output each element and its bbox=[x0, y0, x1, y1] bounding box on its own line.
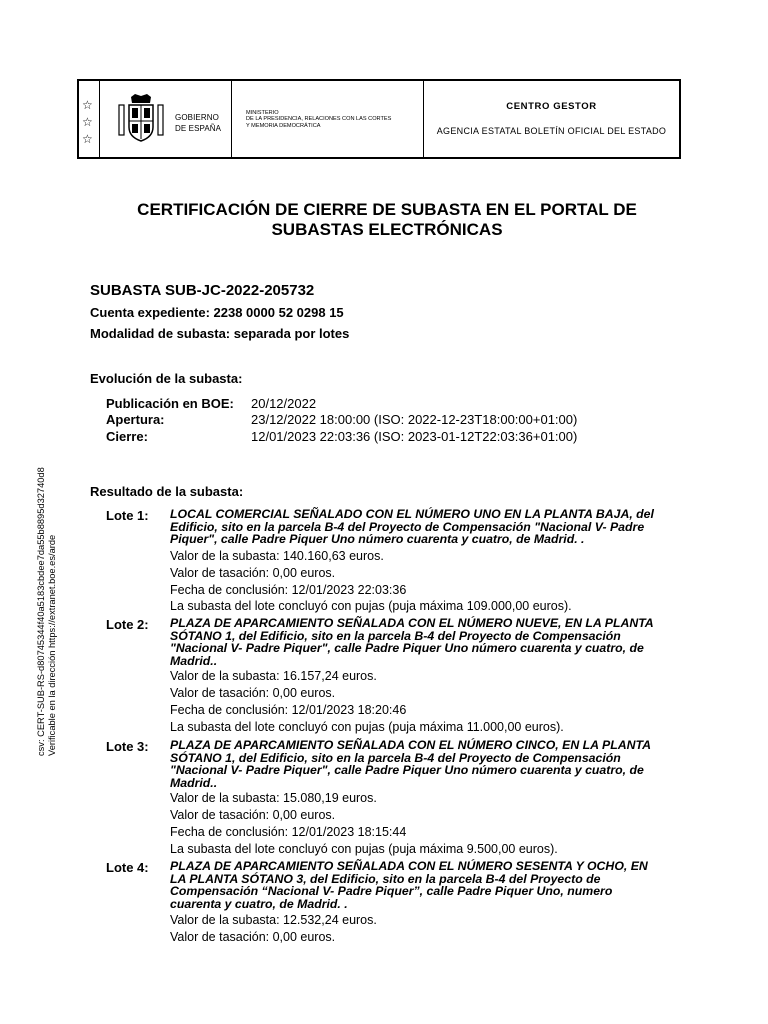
star-icon: ☆ bbox=[82, 98, 93, 112]
evolucion-value: 23/12/2022 18:00:00 (ISO: 2022-12-23T18:00:00+01:00) bbox=[251, 412, 578, 427]
desc-line: Piquer", calle Padre Piquer Uno número cuarenta y cuatro, de Madrid. . bbox=[170, 532, 585, 546]
side-verification-text bbox=[36, 446, 58, 756]
desc-line: Edificio, sito en la parcela B-4 del Proyecto de Compensación "Nacional V- Padre bbox=[170, 519, 645, 534]
cuenta-expediente: Cuenta expediente: 2238 0000 52 0298 15 bbox=[90, 305, 344, 320]
desc-line: LA PLANTA SÓTANO 3, del Edificio, sito en la parcela B-4 del Proyecto de bbox=[170, 871, 601, 886]
desc-line: LOCAL COMERCIAL SEÑALADO CON EL NÚMERO UNO EN LA PLANTA BAJA, del bbox=[170, 507, 654, 521]
lote-valor: Valor de la subasta: 12.532,24 euros. bbox=[170, 913, 377, 927]
lote-tasacion: Valor de tasación: 0,00 euros. bbox=[170, 930, 336, 944]
title-line: SUBASTAS ELECTRÓNICAS bbox=[271, 220, 503, 239]
centro-gestor-title: CENTRO GESTOR bbox=[506, 101, 597, 112]
lote-description bbox=[170, 860, 690, 910]
lote-label: Lote 2: bbox=[106, 617, 149, 632]
evolucion-label: Apertura: bbox=[106, 412, 165, 427]
ministerio-line: DE LA PRESIDENCIA, RELACIONES CON LAS CORTES bbox=[246, 116, 392, 123]
lote-description bbox=[170, 617, 690, 667]
lote-fecha: Fecha de conclusión: 12/01/2023 22:03:36 bbox=[170, 583, 407, 597]
lote-fecha: Fecha de conclusión: 12/01/2023 18:15:44 bbox=[170, 825, 407, 839]
lote-description bbox=[170, 739, 690, 789]
centro-gestor-cell bbox=[424, 81, 679, 157]
ministerio-line: MINISTERIO bbox=[246, 110, 279, 116]
ministerio-line: Y MEMORIA DEMOCRÁTICA bbox=[246, 122, 321, 129]
lote-tasacion: Valor de tasación: 0,00 euros. bbox=[170, 566, 336, 580]
gobierno-line: GOBIERNO bbox=[175, 113, 219, 122]
lote-label: Lote 1: bbox=[106, 508, 149, 523]
lote-tasacion: Valor de tasación: 0,00 euros. bbox=[170, 686, 336, 700]
subasta-id: SUBASTA SUB-JC-2022-205732 bbox=[90, 282, 315, 299]
evolucion-heading: Evolución de la subasta: bbox=[90, 371, 243, 386]
gobierno-text bbox=[175, 112, 221, 134]
lote-label: Lote 4: bbox=[106, 860, 149, 875]
lote-pujas: La subasta del lote concluyó con pujas (puja máxima 9.500,00 euros). bbox=[170, 842, 558, 856]
lote-tasacion: Valor de tasación: 0,00 euros. bbox=[170, 808, 336, 822]
star-icon: ☆ bbox=[82, 132, 93, 146]
lote-label: Lote 3: bbox=[106, 739, 149, 754]
desc-line: "Nacional V- Padre Piquer", calle Padre Piquer Uno número cuarenta y cuatro, de bbox=[170, 763, 644, 777]
coat-of-arms-icon bbox=[117, 93, 165, 143]
lote-pujas: La subasta del lote concluyó con pujas (puja máxima 109.000,00 euros). bbox=[170, 599, 572, 613]
csv-code: csv: CERT-SUB-RS-d80745344f40a5183cbdee7da55b8895d32740d8 bbox=[36, 467, 46, 756]
stars-column bbox=[79, 81, 100, 157]
lote-description bbox=[170, 508, 690, 546]
evolucion-value: 20/12/2022 bbox=[251, 396, 317, 411]
desc-line: PLAZA DE APARCAMIENTO SEÑALADA CON EL NÚMERO SESENTA Y OCHO, EN bbox=[170, 859, 648, 873]
evolucion-label: Cierre: bbox=[106, 429, 148, 444]
title-line: CERTIFICACIÓN DE CIERRE DE SUBASTA EN EL PORTAL DE bbox=[137, 200, 637, 219]
lote-valor: Valor de la subasta: 16.157,24 euros. bbox=[170, 669, 377, 683]
lote-valor: Valor de la subasta: 15.080,19 euros. bbox=[170, 791, 377, 805]
desc-line: Madrid.. bbox=[170, 653, 218, 668]
ministerio-cell bbox=[232, 81, 424, 157]
header-box bbox=[77, 79, 681, 159]
desc-line: SÓTANO 1, del Edificio, sito en la parcela B-4 del Proyecto de Compensación bbox=[170, 628, 621, 643]
desc-line: SÓTANO 1, del Edificio, sito en la parcela B-4 del Proyecto de Compensación bbox=[170, 750, 621, 765]
verification-url: Verificable en la dirección https://extranet.boe.es/arde bbox=[47, 534, 57, 756]
agencia-name: AGENCIA ESTATAL BOLETÍN OFICIAL DEL ESTADO bbox=[436, 126, 667, 136]
evolucion-label: Publicación en BOE: bbox=[106, 396, 234, 411]
ministerio-text bbox=[246, 110, 391, 129]
star-icon: ☆ bbox=[82, 115, 93, 129]
desc-line: cuarenta y cuatro, de Madrid. . bbox=[170, 896, 348, 911]
modalidad-subasta: Modalidad de subasta: separada por lotes bbox=[90, 326, 350, 341]
lote-valor: Valor de la subasta: 140.160,63 euros. bbox=[170, 549, 384, 563]
resultado-heading: Resultado de la subasta: bbox=[90, 484, 244, 499]
desc-line: Compensación “Nacional V- Padre Piquer”, calle Padre Piquer Uno, numero bbox=[170, 884, 613, 898]
desc-line: PLAZA DE APARCAMIENTO SEÑALADA CON EL NÚMERO NUEVE, EN LA PLANTA bbox=[170, 616, 654, 630]
evolucion-value: 12/01/2023 22:03:36 (ISO: 2023-01-12T22:03:36+01:00) bbox=[251, 429, 578, 444]
document-title bbox=[80, 200, 694, 240]
desc-line: PLAZA DE APARCAMIENTO SEÑALADA CON EL NÚMERO CINCO, EN LA PLANTA bbox=[170, 738, 651, 752]
gobierno-cell bbox=[79, 81, 232, 157]
lote-fecha: Fecha de conclusión: 12/01/2023 18:20:46 bbox=[170, 703, 407, 717]
gobierno-line: DE ESPAÑA bbox=[175, 124, 222, 133]
desc-line: "Nacional V- Padre Piquer", calle Padre Piquer Uno número cuarenta y cuatro, de bbox=[170, 641, 644, 655]
lote-pujas: La subasta del lote concluyó con pujas (puja máxima 11.000,00 euros). bbox=[170, 720, 564, 734]
desc-line: Madrid.. bbox=[170, 775, 218, 790]
